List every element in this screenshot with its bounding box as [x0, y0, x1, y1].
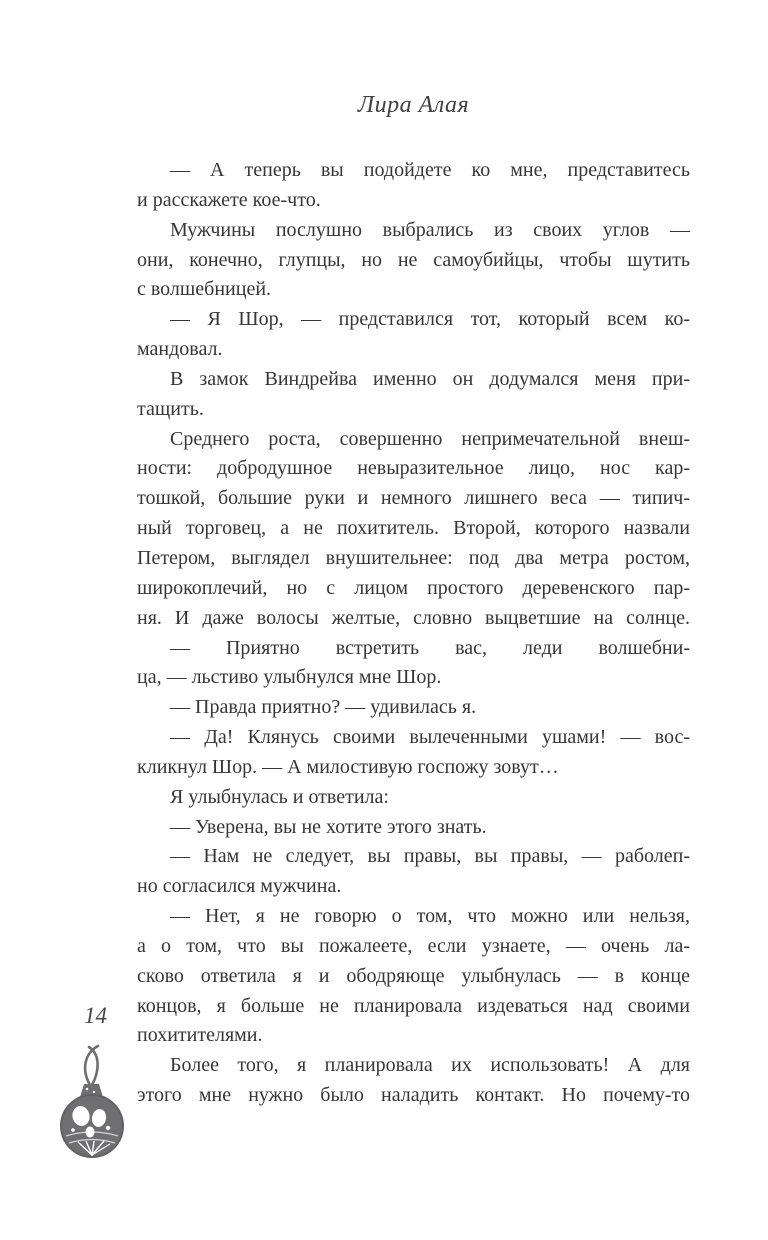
text-line: ности: добродушное невыразительное лицо, нос кар-: [137, 457, 690, 480]
text-line: Мужчины послушно выбрались из своих углов —: [170, 218, 690, 241]
text-line: — Правда приятно? — удивилась я.: [170, 696, 477, 719]
running-header: Лира Алая: [357, 92, 470, 118]
text-line: Более того, я планировала их использовать! А для: [170, 1054, 690, 1077]
christmas-ball-ornament-icon: [56, 1044, 132, 1160]
text-line: — Приятно встретить вас, леди волшебни-: [170, 636, 690, 659]
text-line: с волшебницей.: [137, 278, 272, 301]
text-line: широкоплечий, но с лицом простого деревенского пар-: [137, 576, 690, 599]
text-line: мандовал.: [137, 338, 223, 361]
text-line: тащить.: [137, 397, 204, 420]
text-line: — Да! Клянусь своими вылеченными ушами! — вос-: [170, 726, 690, 749]
text-line: они, конечно, глупцы, но не самоубийцы, чтобы шутить: [137, 248, 690, 271]
text-line: — Уверена, вы не хотите этого знать.: [170, 815, 487, 838]
text-line: ня. И даже волосы желтые, словно выцветшие на солнце.: [137, 606, 690, 629]
text-line: — Я Шор, — представился тот, который всем ко-: [170, 308, 690, 331]
body-text: [137, 156, 690, 1111]
text-line: Среднего роста, совершенно непримечательной внеш-: [170, 427, 690, 450]
text-line: а о том, что вы пожалеете, если узнаете, — очень ла-: [137, 934, 690, 957]
text-line: но согласился мужчина.: [137, 875, 342, 898]
text-line: — А теперь вы подойдете ко мне, представитесь: [170, 159, 690, 181]
text-line: В замок Виндрейва именно он додумался меня при-: [170, 367, 690, 390]
text-line: тошкой, большие руки и немного лишнего веса — типич-: [137, 487, 690, 510]
text-line: ца, — льстиво улыбнулся мне Шор.: [137, 666, 442, 689]
text-line: этого мне нужно было наладить контакт. Но почему-то: [137, 1084, 690, 1107]
text-line: — Нам не следует, вы правы, вы правы, — раболеп-: [170, 845, 690, 868]
text-line: сково ответила я и ободряюще улыбнулась — в конце: [137, 964, 690, 987]
text-line: концов, я больше не планировала издеваться над своими: [137, 994, 690, 1017]
text-line: — Нет, я не говорю о том, что можно или нельзя,: [170, 905, 690, 928]
text-line: и расскажете кое-что.: [137, 188, 321, 211]
text-line: похитителями.: [137, 1024, 263, 1047]
text-line: Я улыбнулась и ответила:: [170, 785, 389, 808]
page-number: 14: [84, 1003, 107, 1028]
text-line: Петером, выглядел внушительнее: под два метра ростом,: [137, 546, 690, 569]
text-line: ный торговец, а не похититель. Второй, которого назвали: [137, 517, 690, 540]
text-line: кликнул Шор. — А милостивую госпожу зовут…: [137, 755, 559, 778]
